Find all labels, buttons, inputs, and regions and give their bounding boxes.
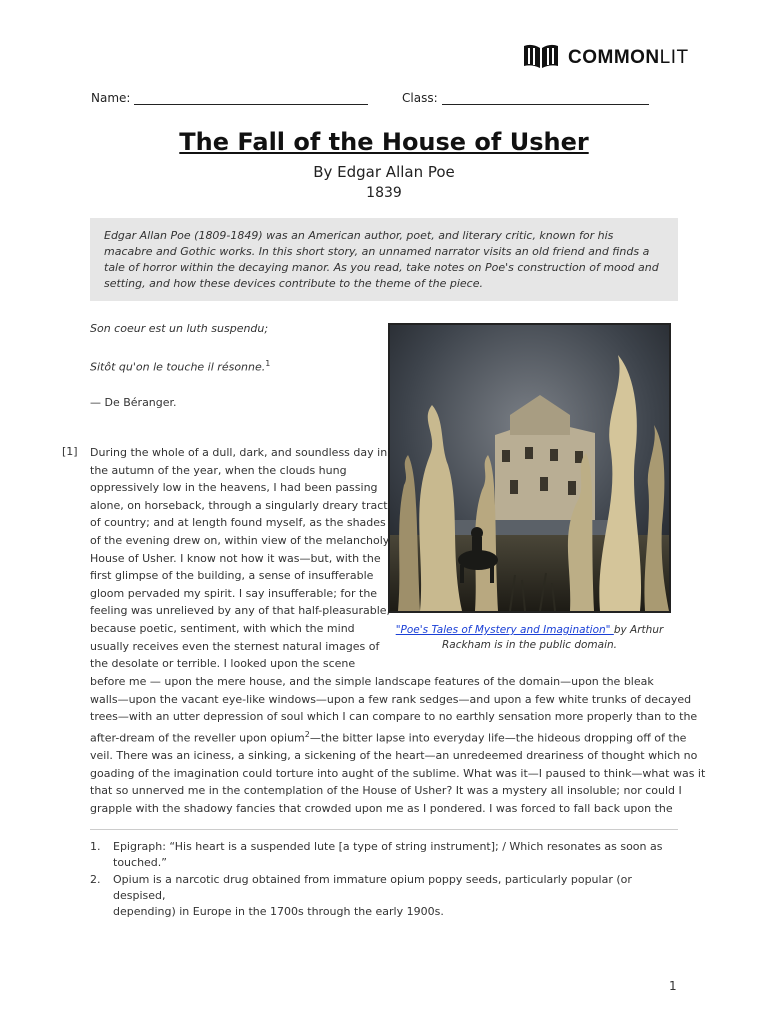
footnote-2: 2. Opium is a narcotic drug obtained from immature opium poppy seeds, particularly popular (or despised, depending) in Europe in the 1700s through the early 1900s. — [90, 873, 632, 918]
text-line: the autumn of the year, when the clouds hung — [90, 463, 347, 477]
text-line: trees—with an utter depression of soul which I can compare to no earthly sensation more properly than to the — [90, 710, 698, 724]
text-line: that so unnerved me in the contemplation of the House of Usher? It was a mystery all insoluble; nor could I — [90, 784, 682, 798]
text-line: usually receives even the sternest natural images of — [90, 639, 380, 653]
footnote-1: 1. Epigraph: “His heart is a suspended lute [a type of string instrument]; / Which resonates as soon as touched.” — [90, 840, 663, 869]
text-line: the desolate or terrible. I looked upon the scene — [90, 657, 356, 671]
footnote-ref-1[interactable]: 1 — [265, 359, 271, 368]
caption-link[interactable]: "Poe's Tales of Mystery and Imagination" — [395, 624, 614, 636]
epigraph-attribution: — De Béranger. — [90, 396, 177, 409]
class-label: Class: — [402, 91, 438, 105]
name-label: Name: — [91, 91, 131, 105]
intro-box: Edgar Allan Poe (1809-1849) was an American author, poet, and literary critic, known for his macabre and Gothic works. In this short story, an unnamed narrator visits an old friend and finds a tale of horror within the decaying manor. As you read, take notes on Poe's construction of mood and setting, and how these devices contribute to the theme of the piece. — [90, 218, 678, 301]
text-line: of the evening drew on, within view of the melancholy — [90, 533, 390, 547]
text-line: goading of the imagination could torture into aught of the sublime. What was it—I paused to think—what was it — [90, 766, 706, 780]
footnote-separator — [90, 829, 678, 830]
rackham-illustration — [390, 325, 669, 611]
name-field[interactable] — [91, 91, 368, 105]
text-line: feeling was unrelieved by any of that half-pleasurable, — [90, 604, 391, 618]
text-line: alone, on horseback, through a singularly dreary tract — [90, 498, 388, 512]
paragraph-wide — [90, 673, 706, 817]
text-line: House of Usher. I know not how it was—but, with the — [90, 551, 381, 565]
name-line — [134, 92, 368, 105]
logo-text: COMMONLIT — [568, 47, 689, 68]
page-title: The Fall of the House of Usher — [179, 128, 589, 156]
text-line: grapple with the shadowy fancies that crowded upon me as I pondered. I was forced to fall back upon the — [90, 801, 673, 815]
illustration — [388, 323, 671, 613]
epigraph-line-2: Sitôt qu'on le touche il résonne.$^1$ — [90, 359, 271, 374]
year-line: 1839 — [366, 185, 402, 201]
text-line: During the whole of a dull, dark, and soundless day in — [90, 446, 388, 459]
illustration-caption: "Poe's Tales of Mystery and Imagination" by Arthur Rackham is in the public domain. — [395, 624, 664, 651]
text-line: walls—upon the vacant eye-like windows—upon a few rank sedges—and upon a few white trunks of decayed — [90, 692, 692, 706]
text-line: because poetic, sentiment, with which the mind — [90, 621, 355, 635]
text-line: veil. There was an iciness, a sinking, a sickening of the heart—an unredeemed dreariness of thought which no — [90, 749, 698, 763]
text-line: of country; and at length found myself, as the shades — [90, 516, 386, 530]
page-number: 1 — [669, 979, 677, 993]
text-line: oppressively low in the heavens, I had been passing — [90, 481, 378, 495]
author-line: By Edgar Allan Poe — [313, 163, 455, 181]
footnote-ref-2[interactable]: 2 — [304, 729, 310, 739]
text-line: after-dream of the reveller upon opium$^2$—the bitter lapse into everyday life—the hideous dropping off of the — [90, 729, 687, 745]
text-line: gloom pervaded my spirit. I say insufferable; for the — [90, 586, 378, 600]
class-field[interactable] — [402, 91, 649, 105]
paragraph-narrow — [90, 444, 391, 673]
epigraph-line-1: Son coeur est un luth suspendu; — [90, 322, 269, 335]
class-line — [442, 92, 649, 105]
paragraph-number: [1] — [62, 445, 78, 458]
open-book-icon — [522, 42, 560, 74]
text-line: first glimpse of the building, a sense of insufferable — [90, 569, 374, 583]
text-line: before me — upon the mere house, and the simple landscape features of the domain—upon the bleak — [90, 675, 654, 688]
commonlit-logo — [522, 42, 689, 74]
